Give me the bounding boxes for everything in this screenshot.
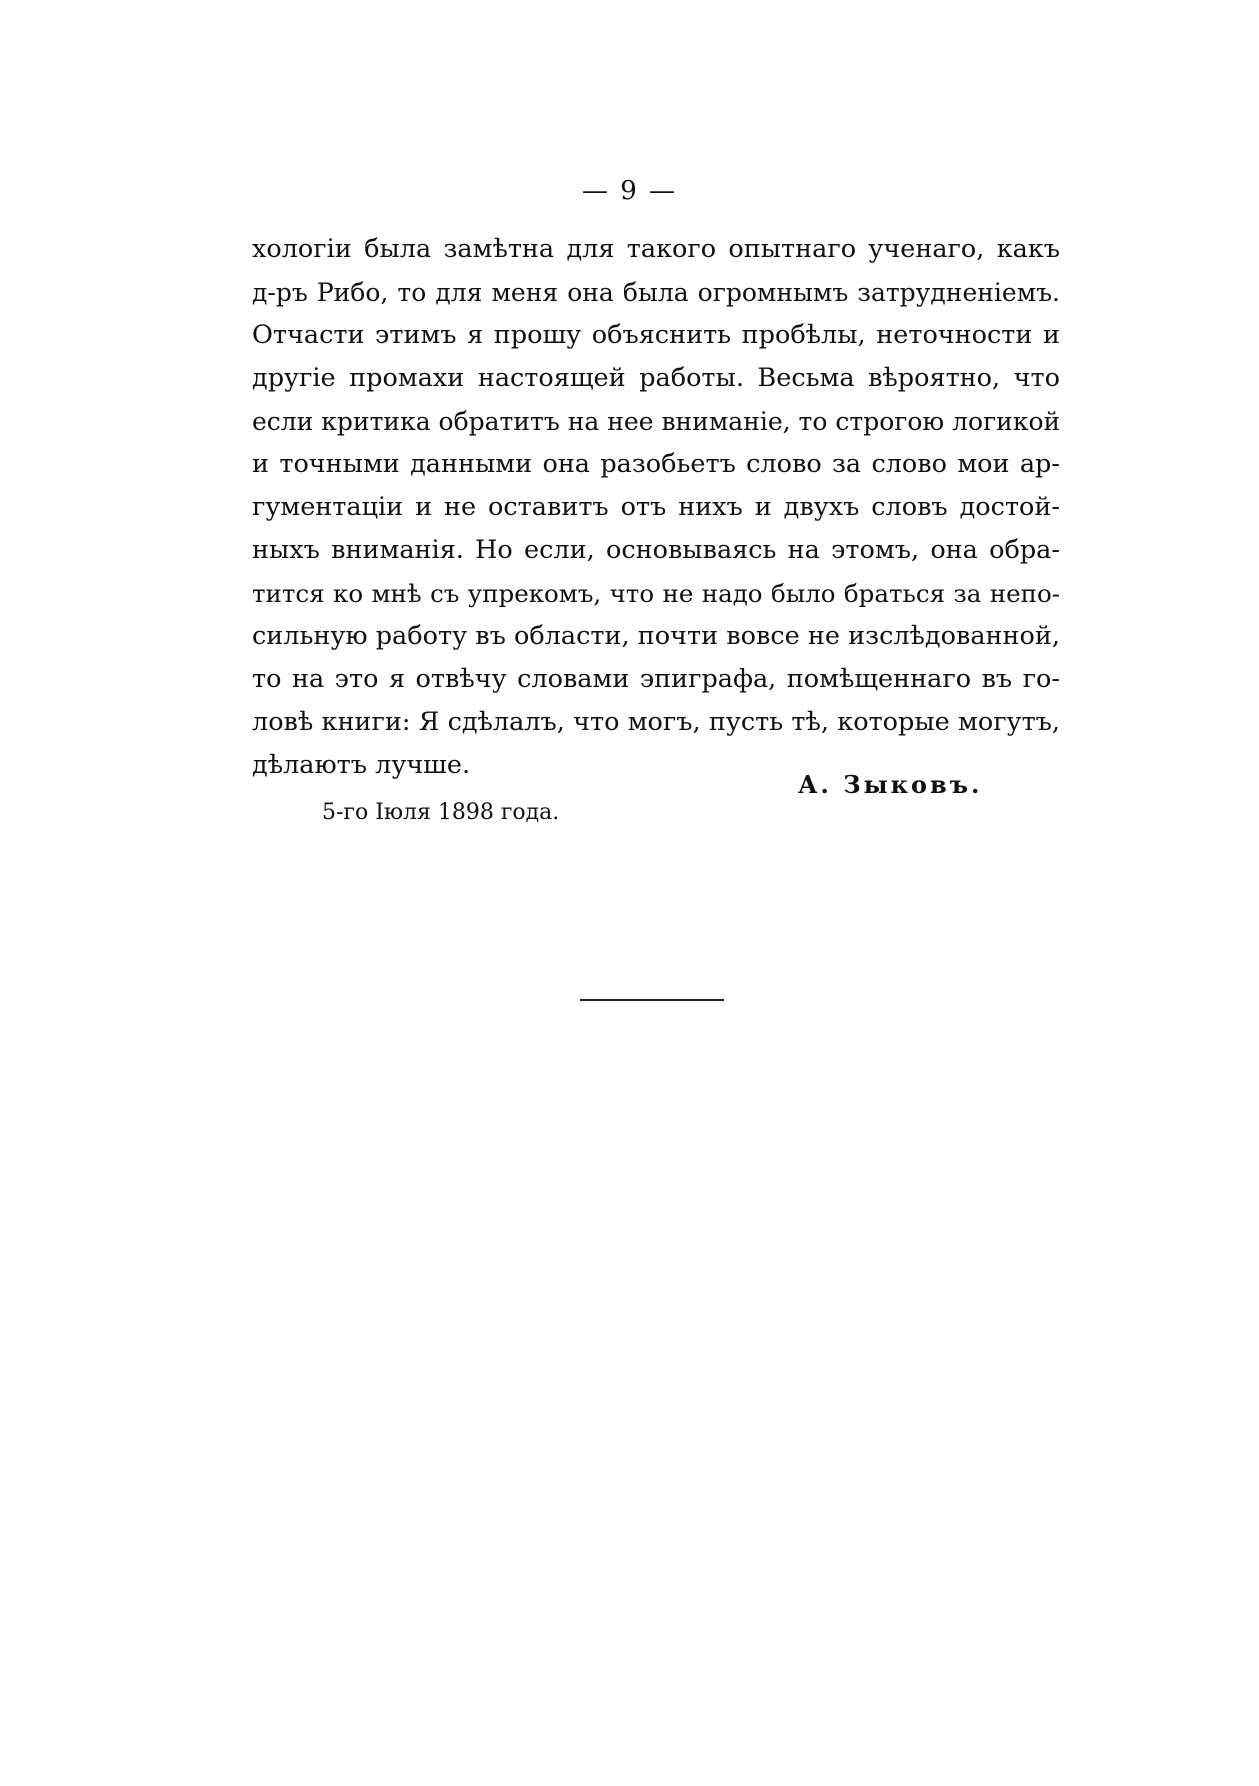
text-line: хологіи была замѣтна для такого опытнаго ученаго, какъ — [252, 234, 1060, 264]
text-line: гументаціи и не оставитъ отъ нихъ и двухъ словъ достой- — [252, 492, 1060, 522]
text-line: д-ръ Рибо, то для меня она была огромнымъ затрудненіемъ. — [252, 278, 1060, 307]
text-line: ловѣ книги: Я сдѣлалъ, что могъ, пусть тѣ, которые могутъ, — [252, 707, 1060, 737]
text-line: и точными данными она разобьетъ слово за слово мои ар- — [252, 449, 1060, 479]
text-line: сильную работу въ области, почти вовсе не изслѣдованной, — [252, 621, 1060, 651]
text-line: Отчасти этимъ я прошу объяснить пробѣлы, неточности и — [252, 320, 1060, 350]
text-line: то на это я отвѣчу словами эпиграфа, помѣщеннаго въ го- — [252, 664, 1060, 694]
text-line: если критика обратитъ на нее вниманіе, то строгою логикой — [252, 407, 1061, 436]
end-divider — [580, 999, 724, 1001]
text-line: тится ко мнѣ съ упрекомъ, что не надо было браться за непо- — [252, 579, 1060, 608]
date-line: 5-го Іюля 1898 года. — [322, 800, 560, 825]
author-signature: А. Зыковъ. — [798, 770, 983, 799]
page-number: — 9 — — [581, 176, 678, 206]
text-line-last: дѣлаютъ лучше. — [252, 750, 471, 780]
body-text — [252, 228, 1060, 787]
text-line: другіе промахи настоящей работы. Весьма вѣроятно, что — [252, 363, 1060, 393]
text-line: ныхъ вниманія. Но если, основываясь на этомъ, она обра- — [252, 535, 1060, 565]
